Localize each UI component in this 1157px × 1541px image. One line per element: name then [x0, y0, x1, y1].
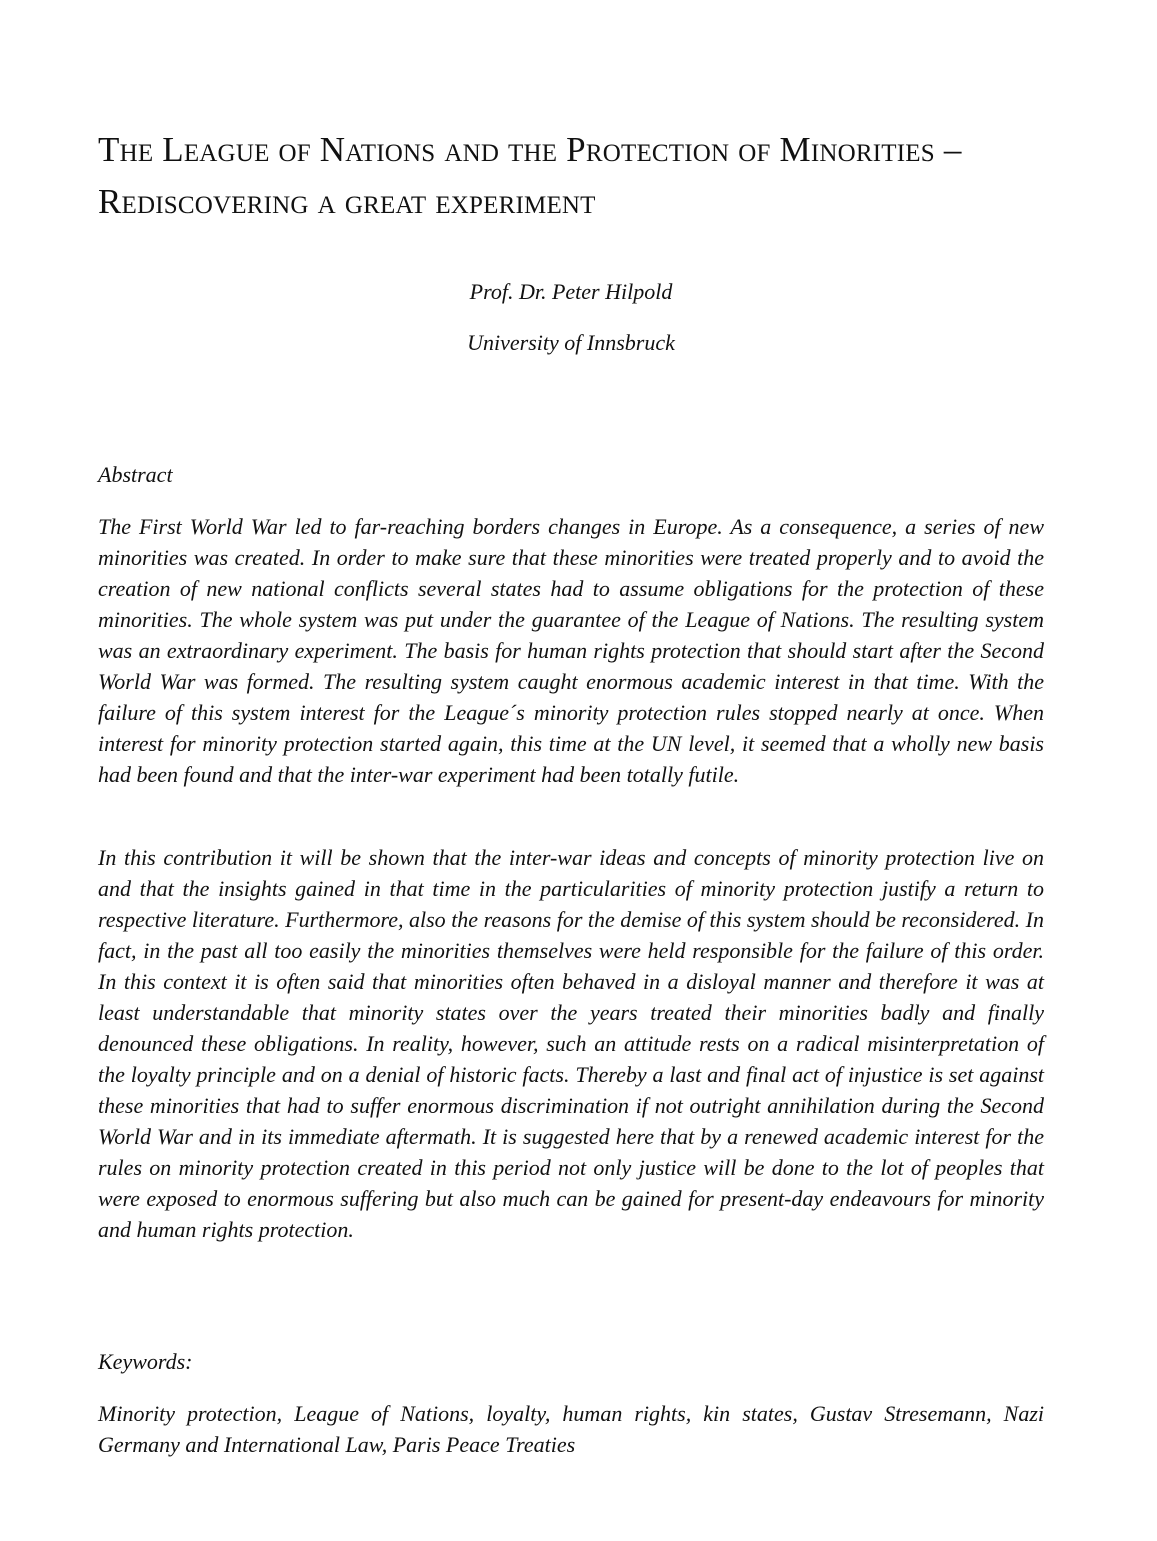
abstract-paragraph-2: In this contribution it will be shown that the inter-war ideas and concepts of minority protection live on and that the insights gained in that time in the particularities of minority protection justify a return to respective literature. Furthermore, also the reasons for the demise of this system should be reconsidered. In fact, in the past all too easily the minorities themselves were held responsible for the failure of this order. In this context it is often said that minorities often behaved in a disloyal manner and therefore it was at least understandable that minority states over the years treated their minorities badly and finally denounced these obligations. In reality, however, such an attitude rests on a radical misinterpretation of the loyalty principle and on a denial of historic facts. Thereby a last and final act of injustice is set against these minorities that had to suffer enormous discrimination if not outright annihilation during the Second World War and in its immediate aftermath. It is suggested here that by a renewed academic interest for the rules on minority protection created in this period not only justice will be done to the lot of peoples that were exposed to enormous suffering but also much can be gained for present-day endeavours for minority and human rights protection.	[98, 845, 1044, 1242]
keywords-list: Minority protection, League of Nations, loyalty, human rights, kin states, Gustav Stresemann, Nazi Germany and International Law, Paris Peace Treaties	[98, 1401, 1044, 1457]
author-name: Prof. Dr. Peter Hilpold	[469, 279, 673, 304]
abstract-paragraph-1: The First World War led to far-reaching borders changes in Europe. As a consequence, a series of new minorities was created. In order to make sure that these minorities were treated properly and to avoid the creation of new national conflicts several states had to assume obligations for the protection of these minorities. The whole system was put under the guarantee of the League of Nations. The resulting system was an extraordinary experiment. The basis for human rights protection that should start after the Second World War was formed. The resulting system caught enormous academic interest in that time. With the failure of this system interest for the League´s minority protection rules stopped nearly at once. When interest for minority protection started again, this time at the UN level, it seemed that a wholly new basis had been found and that the inter-war experiment had been totally futile.	[98, 514, 1044, 787]
paper-title-line-1: The League of Nations and the Protection of Minorities –	[98, 130, 962, 169]
document-page	[98, 0, 1044, 1541]
paper-title-line-2: Rediscovering a great experiment	[98, 182, 596, 221]
paper-title	[98, 124, 1044, 228]
abstract-heading: Abstract	[98, 462, 173, 487]
author-affiliation: University of Innsbruck	[467, 330, 675, 355]
keywords-heading: Keywords:	[98, 1349, 193, 1374]
